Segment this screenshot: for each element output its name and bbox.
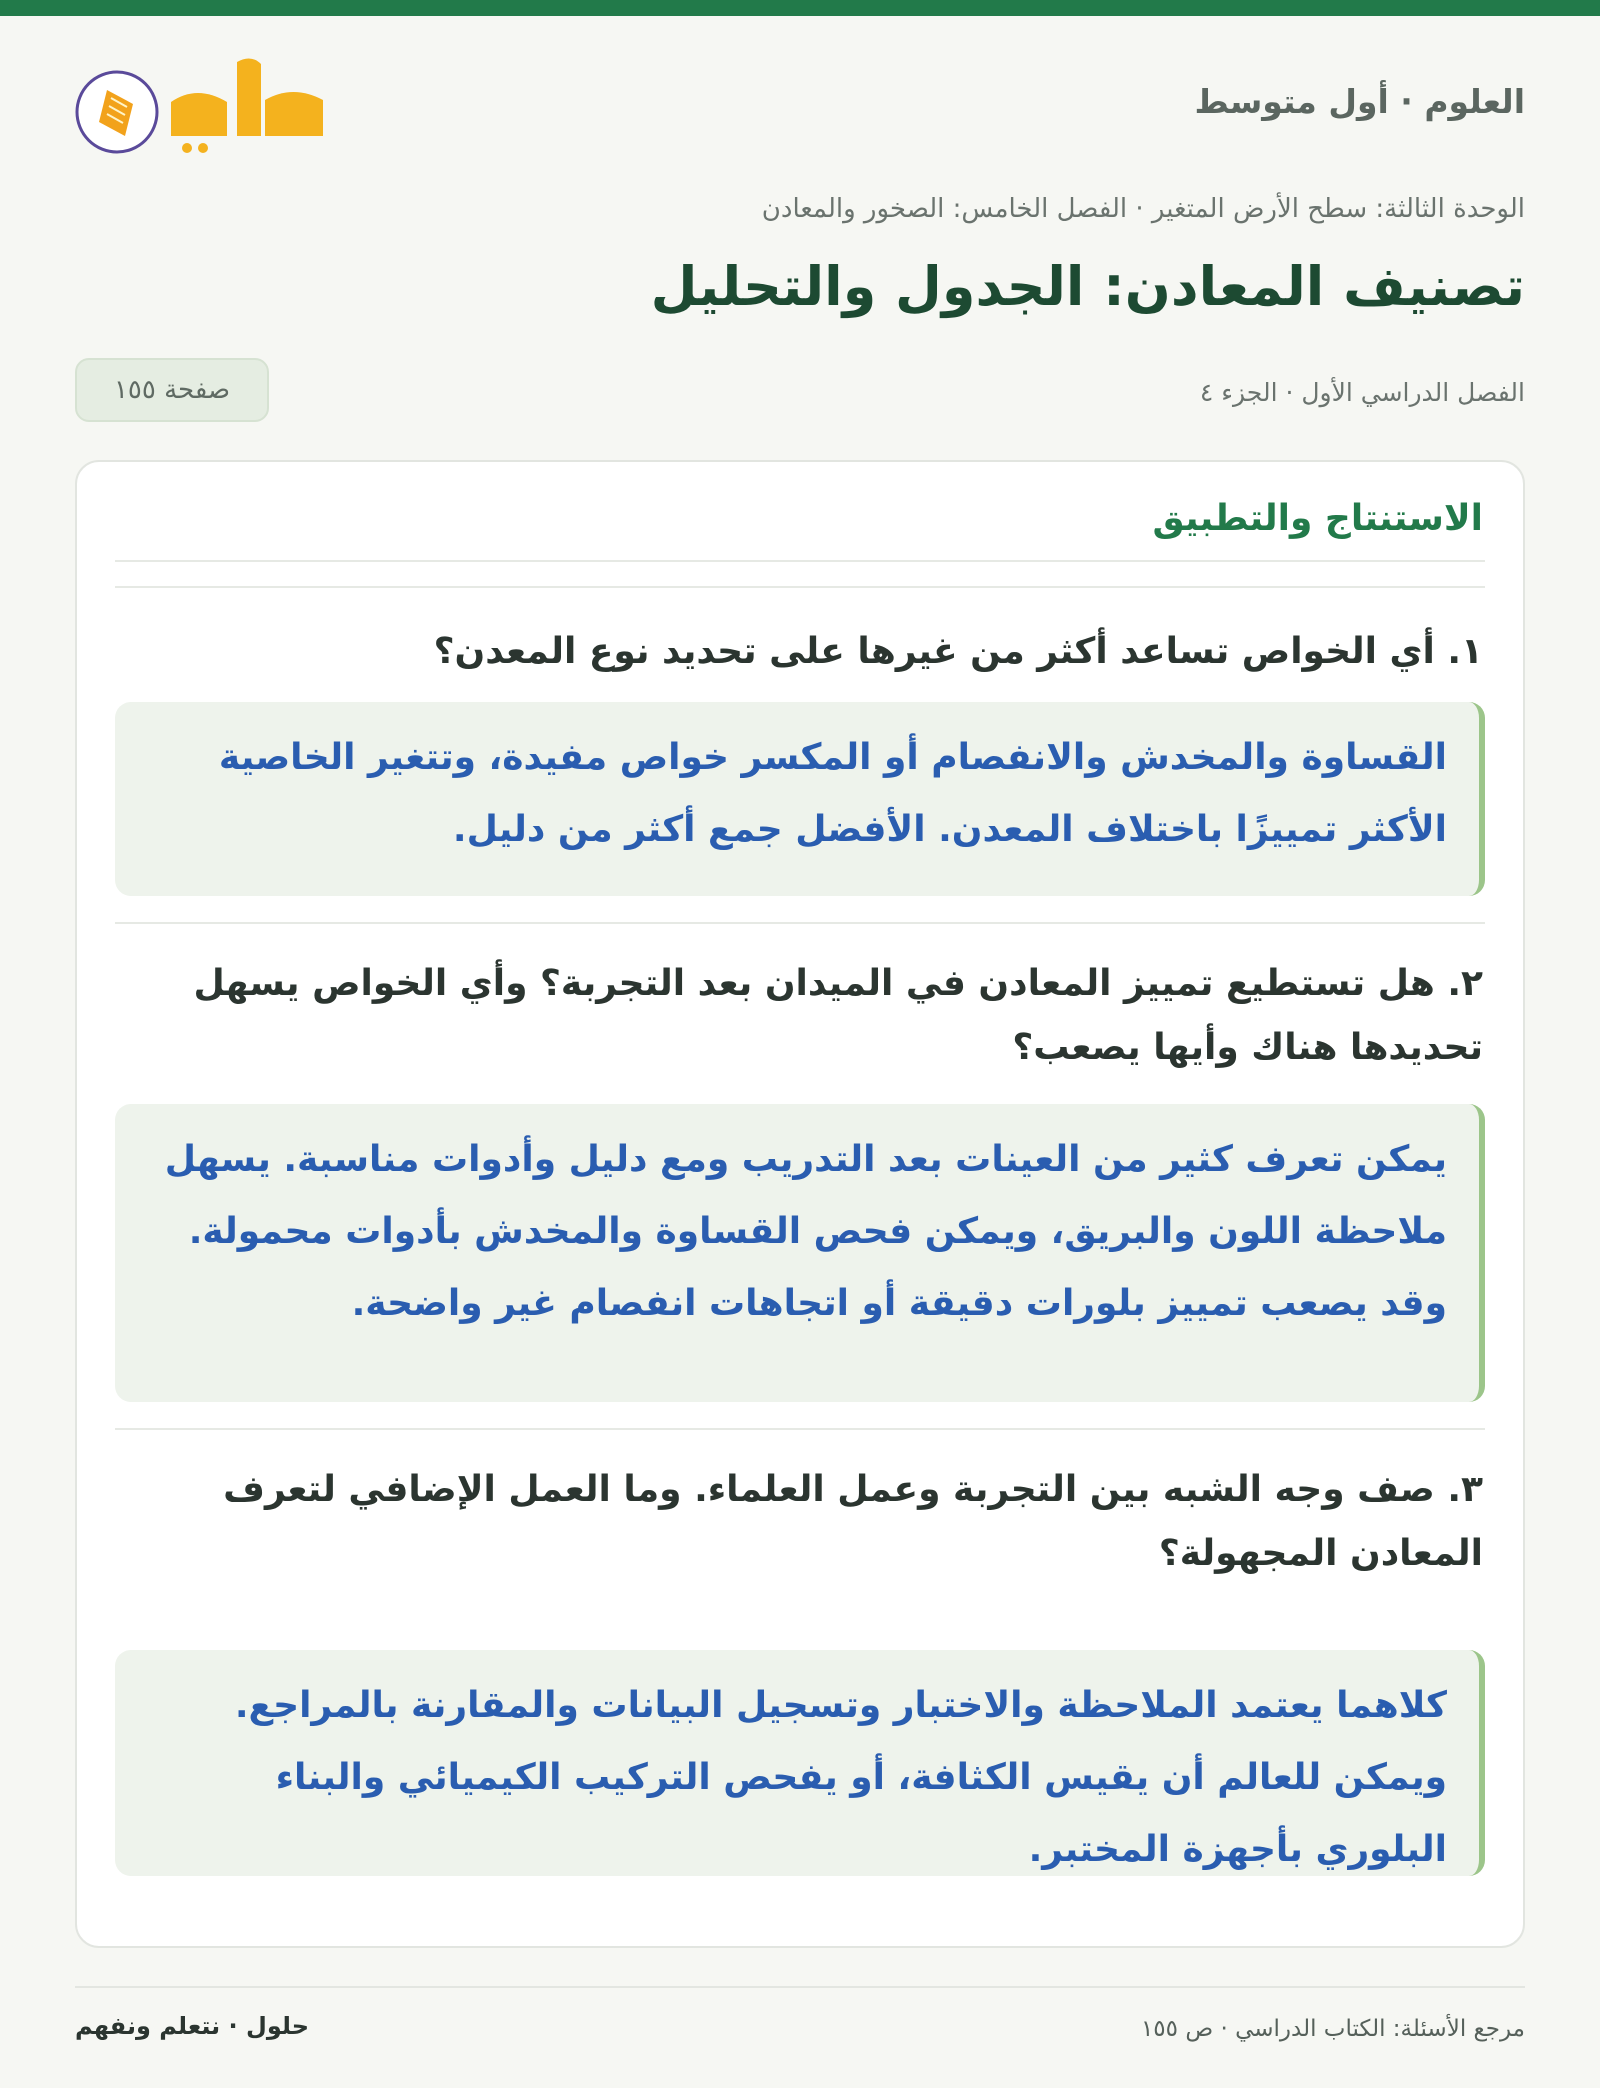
term-label: الفصل الدراسي الأول · الجزء ٤ <box>1199 378 1525 407</box>
top-accent-bar <box>0 0 1600 16</box>
footer-brand: حلول · نتعلم ونفهم <box>75 2012 309 2040</box>
unit-breadcrumb: الوحدة الثالثة: سطح الأرض المتغير · الفصل الخامس: الصخور والمعادن <box>761 194 1525 224</box>
answer-3: كلاهما يعتمد الملاحظة والاختبار وتسجيل البيانات والمقارنة بالمراجع. ويمكن للعالم أن يقيس الكثافة، أو يفحص التركيب الكيميائي والبناء البلوري بأجهزة المختبر. <box>115 1650 1485 1876</box>
section-divider <box>115 560 1485 562</box>
questions-card <box>75 460 1525 1948</box>
answer-2: يمكن تعرف كثير من العينات بعد التدريب ومع دليل وأدوات مناسبة. يسهل ملاحظة اللون والبريق، ويمكن فحص القساوة والمخدش بأدوات محمولة. وقد يصعب تمييز بلورات دقيقة أو اتجاهات انفصام غير واضحة. <box>115 1104 1485 1402</box>
question-1: ١. أي الخواص تساعد أكثر من غيرها على تحديد نوع المعدن؟ <box>433 631 1483 672</box>
footer-reference: مرجع الأسئلة: الكتاب الدراسي · ص ١٥٥ <box>1140 2016 1525 2042</box>
footer-divider <box>75 1986 1525 1988</box>
question-2: ٢. هل تستطيع تمييز المعادن في الميدان بعد التجربة؟ وأي الخواص يسهل تحديدها هناك وأيها يصعب؟ <box>193 963 1483 1068</box>
question-3: ٣. صف وجه الشبه بين التجربة وعمل العلماء. وما العمل الإضافي لتعرف المعادن المجهولة؟ <box>223 1469 1483 1574</box>
page-title: تصنيف المعادن: الجدول والتحليل <box>650 255 1525 318</box>
question-divider <box>115 922 1485 924</box>
hulul-logo[interactable] <box>75 52 335 162</box>
subject-label: العلوم · أول متوسط <box>1194 82 1525 121</box>
answer-1: القساوة والمخدش والانفصام أو المكسر خواص مفيدة، وتتغير الخاصية الأكثر تمييزًا باختلاف المعدن. الأفضل جمع أكثر من دليل. <box>115 702 1485 896</box>
section-divider <box>115 586 1485 588</box>
question-divider <box>115 1428 1485 1430</box>
section-title: الاستنتاج والتطبيق <box>1152 498 1483 539</box>
page-header <box>75 52 1525 162</box>
page-number-badge: صفحة ١٥٥ <box>75 358 269 422</box>
